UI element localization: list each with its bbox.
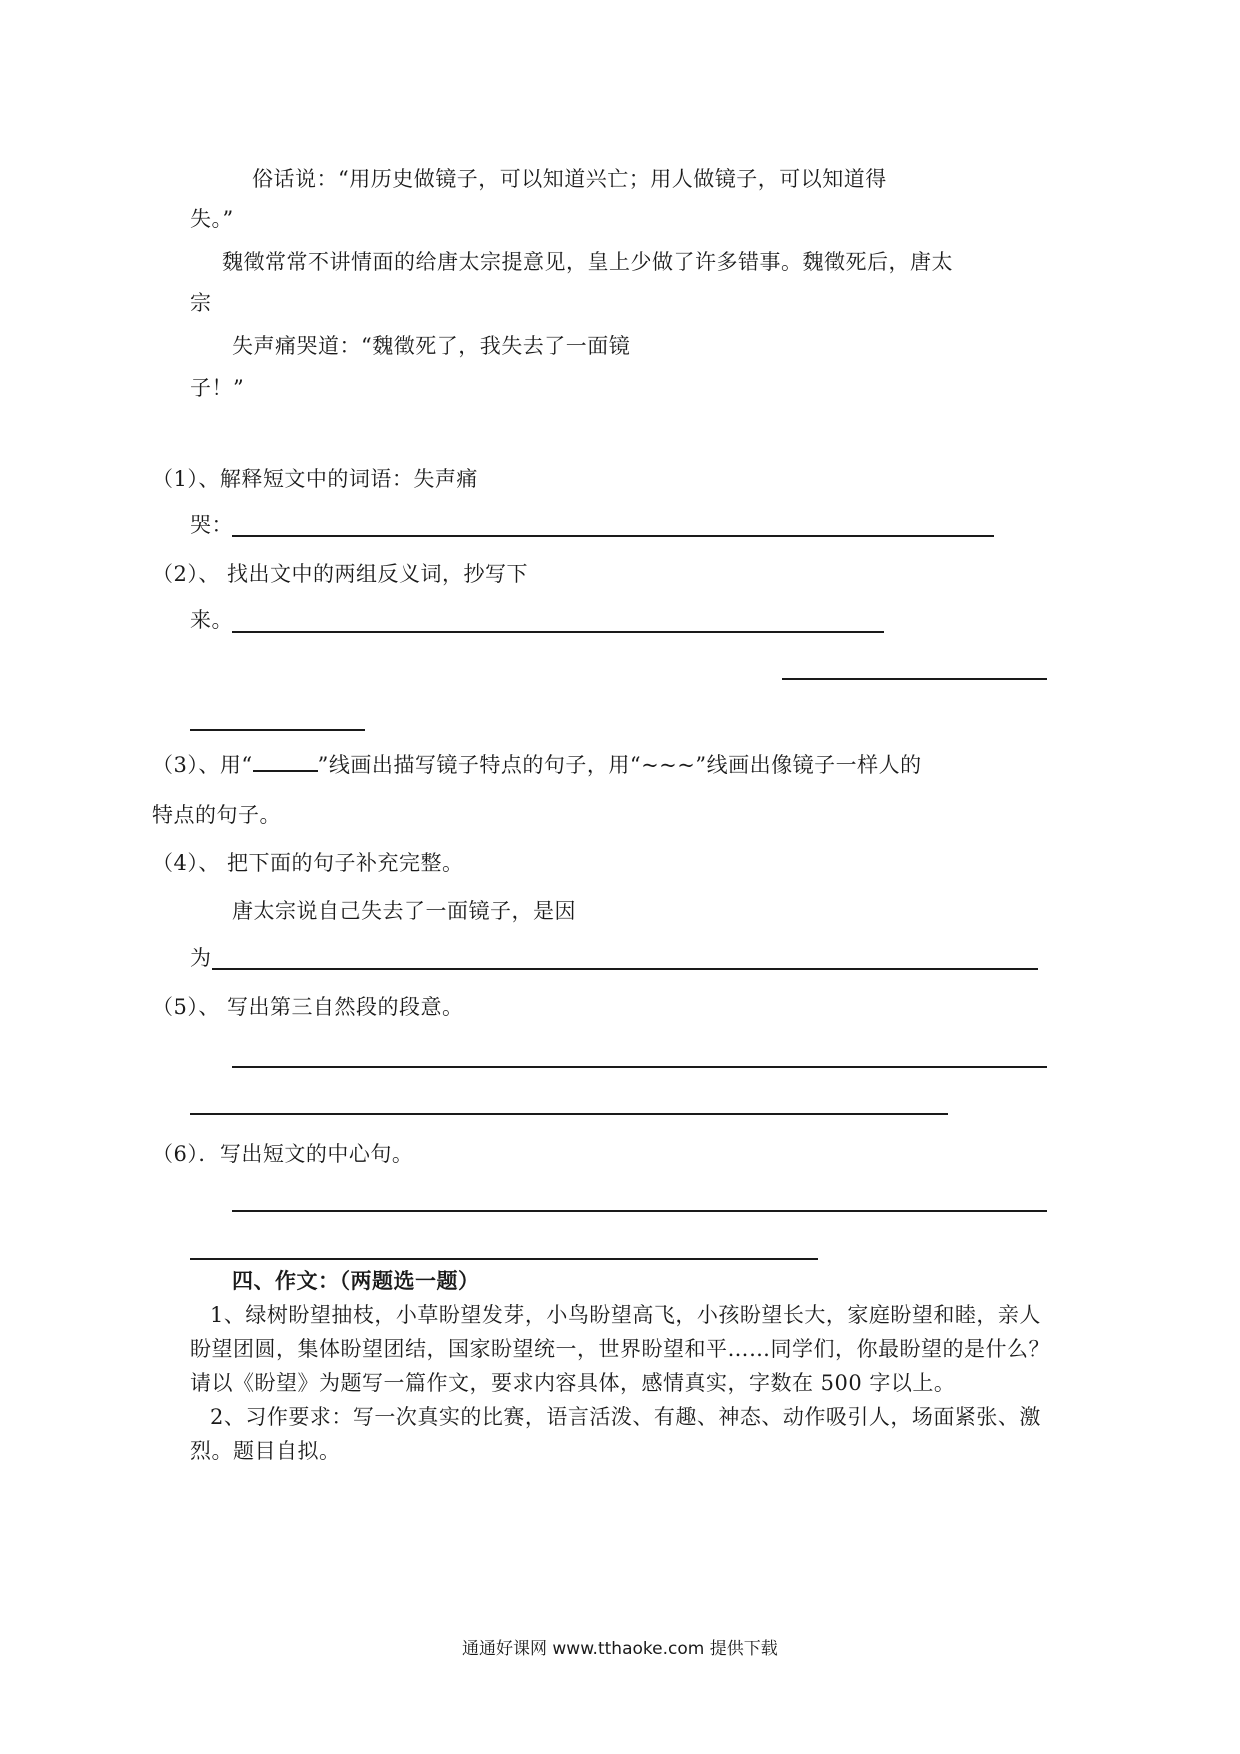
composition-prompt: 请以《盼望》为题写一篇作文，要求内容具体，感情真实，字数在 500 字以上。 xyxy=(190,1371,956,1395)
question-4-cont: 为 xyxy=(190,946,212,970)
composition-prompt: 2、习作要求：写一次真实的比赛，语言活泼、有趣、神态、动作吸引人，场面紧张、激 xyxy=(210,1405,1041,1429)
question-3-cont: 特点的句子。 xyxy=(152,803,281,827)
answer-line xyxy=(232,1066,1047,1068)
passage-line: 失声痛哭道：“魏徵死了，我失去了一面镜 xyxy=(232,334,631,358)
composition-heading: 四、作文：（两题选一题） xyxy=(232,1268,480,1293)
passage-line: 宗 xyxy=(190,291,212,315)
composition-prompt: 烈。题目自拟。 xyxy=(190,1439,341,1463)
question-5: （5）、 写出第三自然段的段意。 xyxy=(152,995,464,1019)
underline-sample xyxy=(253,752,318,772)
answer-line xyxy=(212,968,1038,970)
footer-text: 通通好课网 www.tthaoke.com 提供下载 xyxy=(462,1639,778,1659)
answer-line xyxy=(232,631,884,633)
passage-line: 魏徵常常不讲情面的给唐太宗提意见，皇上少做了许多错事。魏徵死后，唐太 xyxy=(222,250,953,274)
composition-prompt: 盼望团圆，集体盼望团结，国家盼望统一，世界盼望和平……同学们，你最盼望的是什么？ xyxy=(190,1337,1050,1361)
question-4-sentence: 唐太宗说自己失去了一面镜子，是因 xyxy=(232,899,576,923)
passage-line: 俗话说：“用历史做镜子，可以知道兴亡；用人做镜子，可以知道得 xyxy=(252,167,887,191)
composition-prompt: 1、绿树盼望抽枝，小草盼望发芽，小鸟盼望高飞，小孩盼望长大，家庭盼望和睦，亲人 xyxy=(210,1303,1041,1327)
question-3-text: ”线画出描写镜子特点的句子，用“~~~”线画出像镜子一样人的 xyxy=(317,753,922,777)
question-3 xyxy=(152,752,922,778)
question-6: （6）．写出短文的中心句。 xyxy=(152,1142,414,1166)
answer-line xyxy=(190,1113,948,1115)
question-1-cont: 哭： xyxy=(190,513,233,537)
answer-line xyxy=(232,535,994,537)
answer-line xyxy=(232,1210,1047,1212)
question-1: （1）、解释短文中的词语：失声痛 xyxy=(152,467,478,491)
answer-line xyxy=(190,1258,818,1260)
question-4: （4）、 把下面的句子补充完整。 xyxy=(152,851,464,875)
passage-line: 子！” xyxy=(190,376,245,400)
question-2: （2）、 找出文中的两组反义词，抄写下 xyxy=(152,562,529,586)
answer-line xyxy=(782,678,1047,680)
answer-line xyxy=(190,729,365,731)
question-3-prefix: （3）、用“ xyxy=(152,753,253,777)
question-2-cont: 来。 xyxy=(190,608,233,632)
passage-line: 失。” xyxy=(190,207,234,231)
